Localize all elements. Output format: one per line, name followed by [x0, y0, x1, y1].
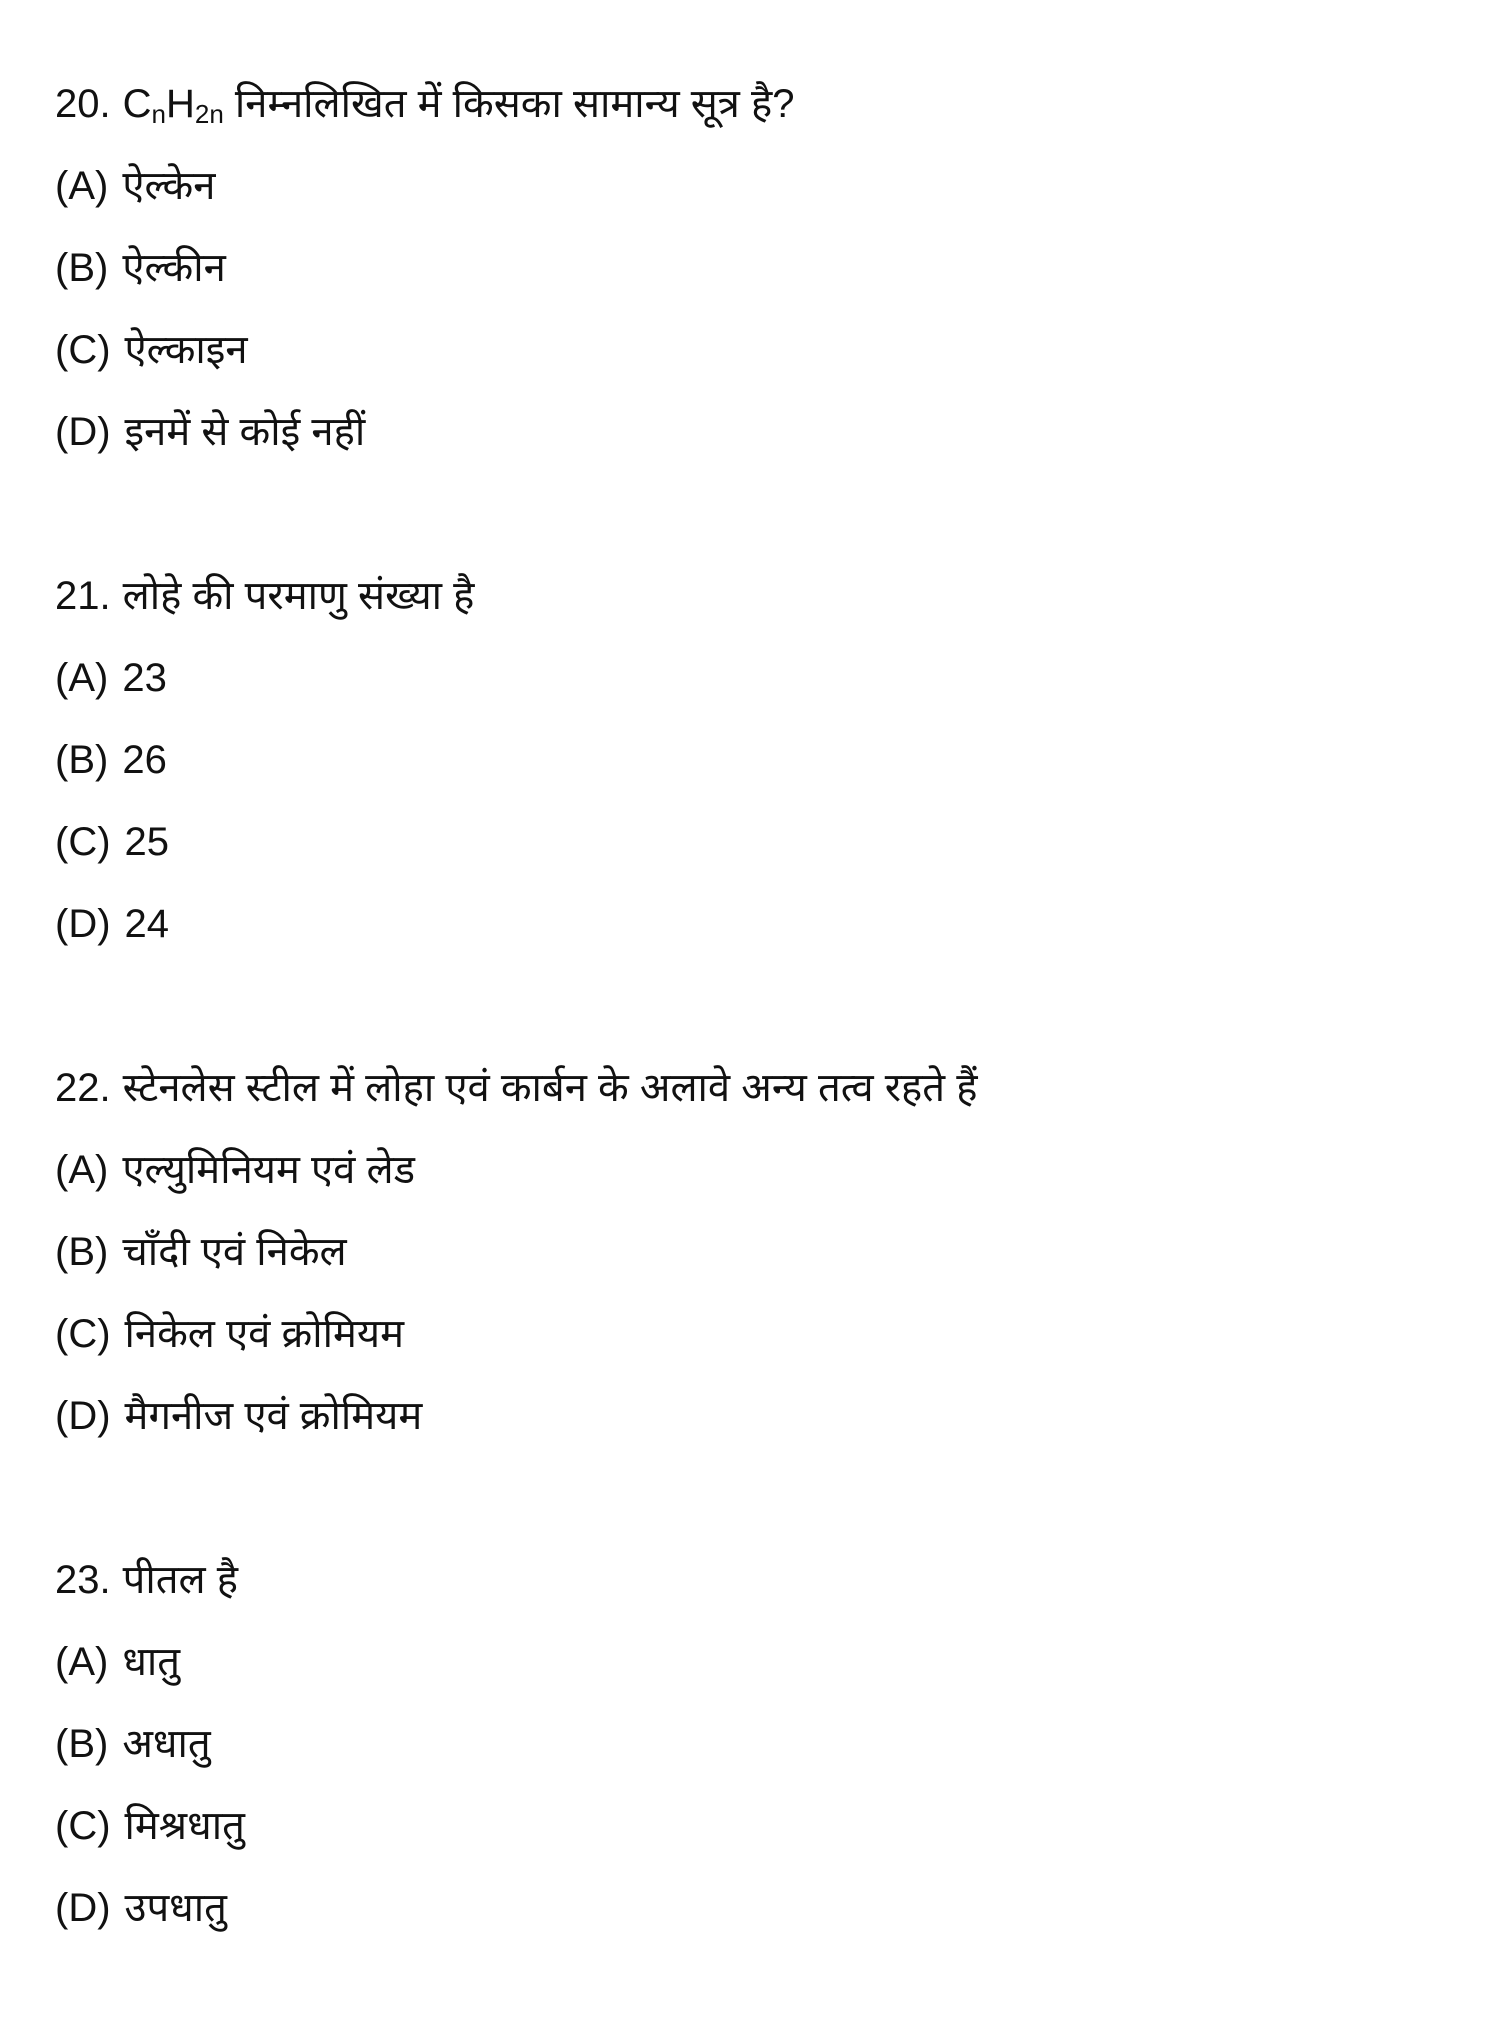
option-text: चाँदी एवं निकेल — [122, 1230, 347, 1274]
option-label: (D) — [55, 902, 111, 946]
option — [55, 637, 977, 719]
option-text: ऐल्केन — [122, 164, 216, 208]
option-label: (C) — [55, 820, 111, 864]
option — [55, 801, 977, 883]
option-label: (D) — [55, 1886, 111, 1930]
option-text: निकेल एवं क्रोमियम — [124, 1312, 404, 1356]
formula-h: H — [165, 82, 195, 126]
option-label: (C) — [55, 1312, 111, 1356]
option-label: (B) — [55, 738, 109, 782]
question-20 — [55, 63, 977, 473]
option — [55, 1867, 977, 1949]
question-text: स्टेनलेस स्टील में लोहा एवं कार्बन के अलावे अन्य तत्व रहते हैं — [122, 1066, 978, 1110]
option — [55, 719, 977, 801]
option-text: मिश्रधातु — [124, 1804, 245, 1848]
question-list — [55, 63, 977, 2031]
option-label: (A) — [55, 656, 109, 700]
option-text: 25 — [124, 820, 170, 864]
question-stem — [55, 1539, 977, 1621]
option — [55, 1621, 977, 1703]
formula — [122, 82, 224, 129]
question-stem — [55, 63, 977, 145]
question-number: 22. — [55, 1066, 111, 1110]
question-23 — [55, 1539, 977, 1949]
option-label: (A) — [55, 164, 109, 208]
option-text: ऐल्कीन — [122, 246, 226, 290]
question-stem — [55, 555, 977, 637]
question-stem — [55, 1047, 977, 1129]
question-text: लोहे की परमाणु संख्या है — [122, 574, 475, 618]
option-label: (D) — [55, 1394, 111, 1438]
option-label: (B) — [55, 1230, 109, 1274]
question-text: निम्नलिखित में किसका सामान्य सूत्र है? — [234, 82, 795, 126]
option — [55, 1703, 977, 1785]
option — [55, 145, 977, 227]
question-22 — [55, 1047, 977, 1457]
formula-c: C — [122, 82, 152, 126]
formula-c-sub: n — [151, 99, 166, 129]
option-text: अधातु — [122, 1722, 211, 1766]
option — [55, 309, 977, 391]
question-text: पीतल है — [122, 1558, 238, 1602]
option — [55, 391, 977, 473]
option — [55, 1293, 977, 1375]
option-text: उपधातु — [124, 1886, 227, 1930]
question-number: 20. — [55, 82, 111, 126]
option-text: ऐल्काइन — [124, 328, 248, 372]
option — [55, 227, 977, 309]
question-21 — [55, 555, 977, 965]
option-label: (B) — [55, 1722, 109, 1766]
option — [55, 1785, 977, 1867]
option — [55, 883, 977, 965]
option-text: 26 — [122, 738, 167, 782]
option — [55, 1129, 977, 1211]
question-number: 23. — [55, 1558, 111, 1602]
option-text: इनमें से कोई नहीं — [124, 410, 366, 454]
option-text: मैगनीज एवं क्रोमियम — [124, 1394, 423, 1438]
option-label: (D) — [55, 410, 111, 454]
question-number: 21. — [55, 574, 111, 618]
option-label: (C) — [55, 1804, 111, 1848]
option-label: (A) — [55, 1148, 109, 1192]
option-text: 23 — [122, 656, 167, 700]
option-text: धातु — [122, 1640, 181, 1684]
option — [55, 1375, 977, 1457]
option-text: एल्युमिनियम एवं लेड — [122, 1148, 415, 1192]
option-label: (C) — [55, 328, 111, 372]
option-label: (A) — [55, 1640, 109, 1684]
option — [55, 1211, 977, 1293]
option-label: (B) — [55, 246, 109, 290]
option-text: 24 — [124, 902, 170, 946]
formula-h-sub: 2n — [194, 99, 224, 129]
